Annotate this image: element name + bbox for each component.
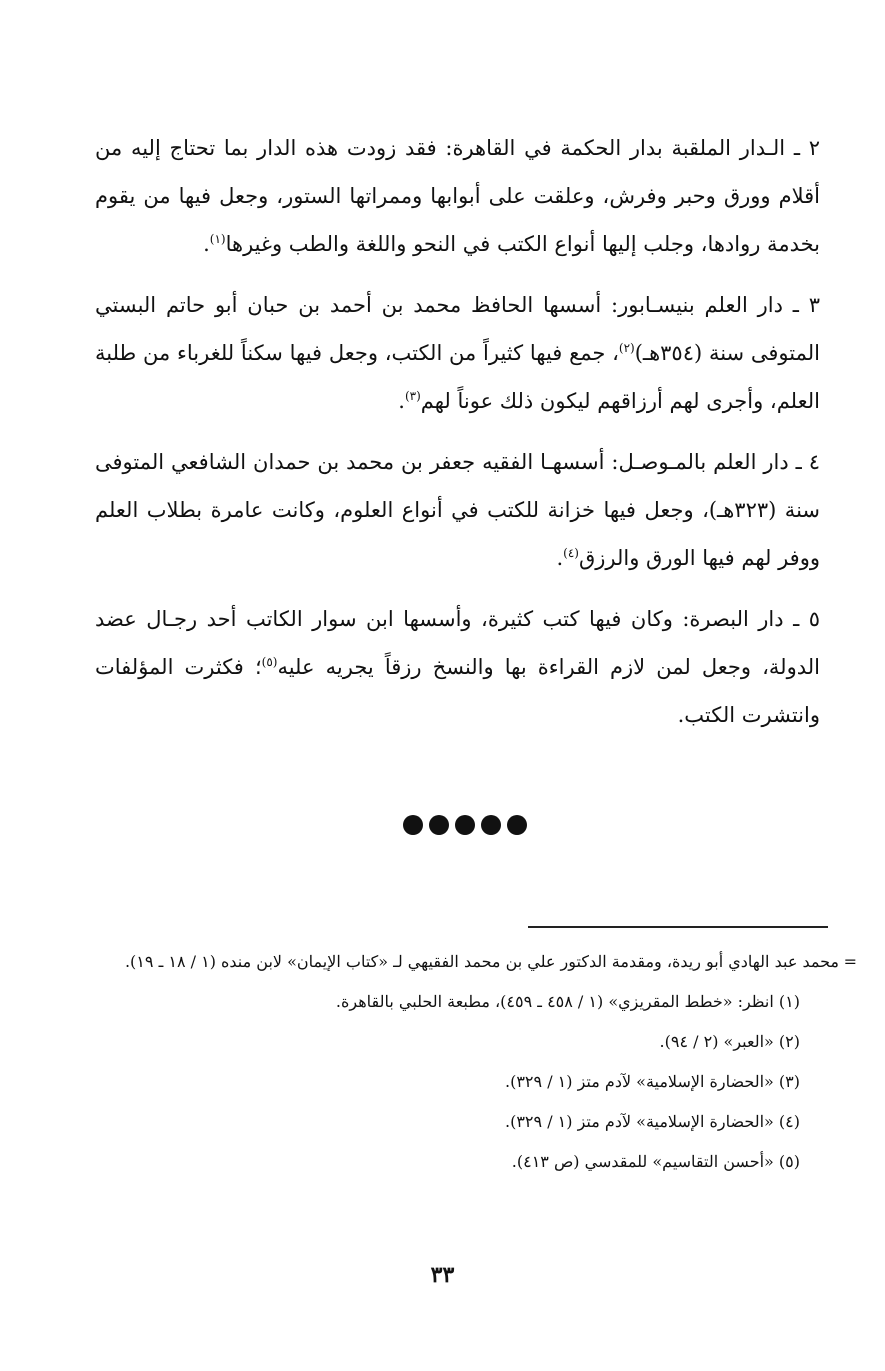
divider-dot (455, 815, 475, 835)
paragraph-text: ، جمع فيها كثيراً من الكتب، وجعل فيها سكناً للغرباء من طلبة العلم، وأجرى لهم أرزاقهم ليكون ذلك عوناً لهم (95, 341, 820, 413)
paragraph-tail: . (556, 546, 564, 570)
paragraph-5 (95, 595, 820, 739)
paragraph-tail: ؛ فكثرت المؤلفات وانتشرت الكتب. (95, 655, 820, 727)
paragraph-3 (95, 281, 820, 425)
footnote-item: (٢) «العبر» (٢ / ٩٤). (659, 1032, 800, 1051)
paragraph-4 (95, 438, 820, 582)
paragraph-text: ٣ ـ دار العلم بنيسـابور: أسسها الحافظ محمد بن أحمد بن حبان أبو حاتم البستي المتوفى سنة (٣٥٤هـ) (95, 293, 820, 365)
footnote-ref: (٥) (261, 655, 278, 669)
divider-dot (403, 815, 423, 835)
footnote-ref: (١) (209, 232, 226, 246)
footnote-continuation-text: محمد عبد الهادي أبو ريدة، ومقدمة الدكتور علي بن محمد الفقيهي لـ «كتاب الإيمان» لابن منده (١ / ١٨ ـ ١٩). (124, 952, 839, 971)
paragraph-text: ٢ ـ الـدار الملقبة بدار الحكمة في القاهرة: فقد زودت هذه الدار بما تحتاج إليه من أقلام وورق وحبر وفرش، وعلقت على أبوابها وممراتها الستور، وجعل فيها من يقوم بخدمة روادها، وجلب إليها أنواع الكتب في النحو واللغة والطب وغيرها (95, 136, 820, 256)
paragraph-text: ٤ ـ دار العلم بالمـوصـل: أسسهـا الفقيه جعفر بن محمد بن حمدان الشافعي المتوفى سنة (٣٢٣هـ)، وجعل فيها خزانة للكتب في أنواع العلوم، وكانت عامرة بطلاب العلم ووفر لهم فيها الورق والرزق (95, 450, 821, 570)
main-text (95, 124, 820, 752)
footnote-ref: (٢) (618, 341, 635, 355)
footnote-ref: (٣) (404, 389, 421, 403)
paragraph-2 (95, 124, 820, 268)
footnotes (100, 942, 855, 1182)
footnote-continuation (100, 942, 855, 982)
footnote-separator (528, 926, 828, 928)
divider-dot (481, 815, 501, 835)
page-number: ٣٣ (430, 1262, 455, 1288)
paragraph-text: ٥ ـ دار البصرة: وكان فيها كتب كثيرة، وأسسها ابن سوار الكاتب أحد رجـال عضد الدولة، وجعل لمن لازم القراءة بها والنسخ رزقاً يجريه عليه (95, 607, 820, 679)
footnote-item: (١) انظر: «خطط المقريزي» (١ / ٤٥٨ ـ ٤٥٩)، مطبعة الحلبي بالقاهرة. (335, 992, 800, 1011)
footnote-item: (٣) «الحضارة الإسلامية» لآدم متز (١ / ٣٢٩). (505, 1072, 800, 1091)
footnote-list (100, 982, 855, 1182)
footnote-item: (٤) «الحضارة الإسلامية» لآدم متز (١ / ٣٢٩). (505, 1112, 800, 1131)
paragraph-tail: . (398, 389, 405, 413)
paragraph-tail: . (203, 232, 210, 256)
footnote-item: (٥) «أحسن التقاسيم» للمقدسي (ص ٤١٣). (511, 1152, 800, 1171)
divider-dot (429, 815, 449, 835)
section-divider-dots (380, 812, 550, 838)
divider-dot (507, 815, 527, 835)
footnote-ref: (٤) (563, 546, 579, 560)
continuation-mark: = (843, 952, 857, 971)
